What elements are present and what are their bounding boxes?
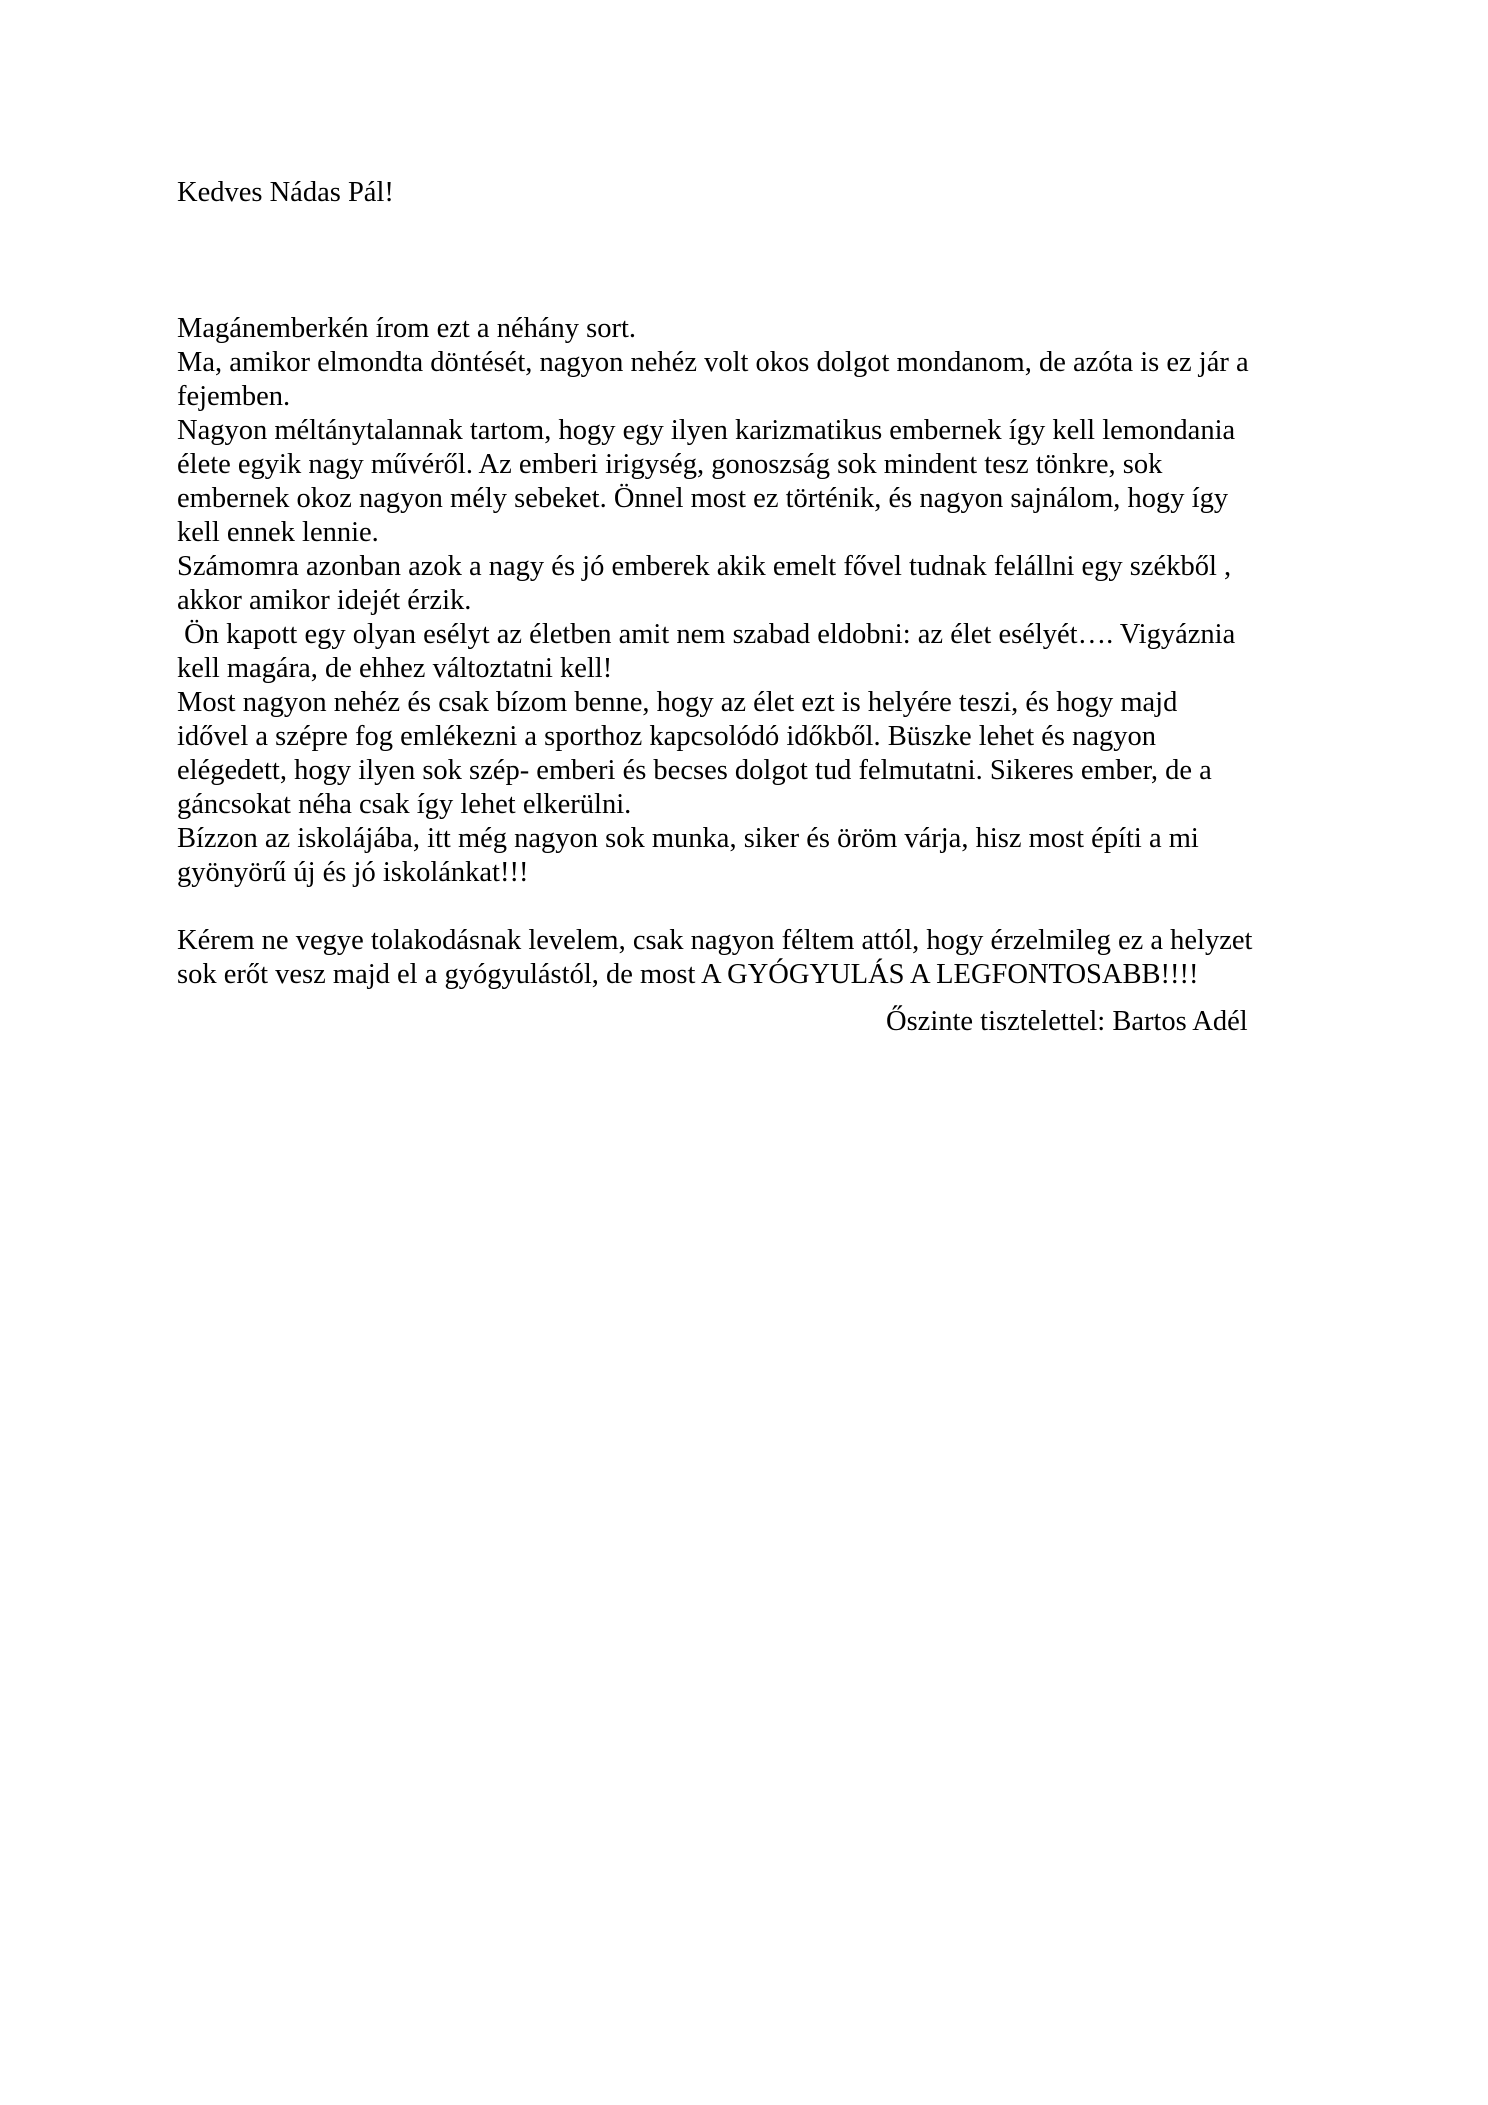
- letter-line: Nagyon méltánytalannak tartom, hogy egy ilyen karizmatikus embernek így kell lemondania: [177, 415, 1236, 446]
- letter-line: Kérem ne vegye tolakodásnak levelem, csak nagyon féltem attól, hogy érzelmileg ez a helyzet: [177, 925, 1253, 956]
- letter: [177, 176, 1347, 992]
- letter-signature: Őszinte tisztelettel: Bartos Adél: [886, 1006, 1248, 1037]
- letter-line: elégedett, hogy ilyen sok szép- emberi és becses dolgot tud felmutatni. Sikeres ember, de a: [177, 755, 1212, 786]
- paragraph-spacer: [177, 890, 1347, 924]
- letter-greeting: Kedves Nádas Pál!: [177, 177, 394, 208]
- letter-body: [177, 312, 1347, 992]
- letter-line: kell ennek lennie.: [177, 517, 379, 548]
- letter-line: kell magára, de ehhez változtatni kell!: [177, 653, 613, 684]
- letter-line: sok erőt vesz majd el a gyógyulástól, de most A GYÓGYULÁS A LEGFONTOSABB!!!!: [177, 959, 1199, 990]
- letter-line: Számomra azonban azok a nagy és jó emberek akik emelt fővel tudnak felállni egy székből ,: [177, 551, 1232, 582]
- letter-line: embernek okoz nagyon mély sebeket. Önnel most ez történik, és nagyon sajnálom, hogy így: [177, 483, 1229, 514]
- letter-line: gáncsokat néha csak így lehet elkerülni.: [177, 789, 632, 820]
- letter-line: fejemben.: [177, 381, 291, 412]
- letter-line: Most nagyon nehéz és csak bízom benne, hogy az élet ezt is helyére teszi, és hogy majd: [177, 687, 1178, 718]
- letter-line: Ma, amikor elmondta döntését, nagyon nehéz volt okos dolgot mondanom, de azóta is ez jár a: [177, 347, 1249, 378]
- letter-line: gyönyörű új és jó iskolánkat!!!: [177, 857, 529, 888]
- letter-line: idővel a szépre fog emlékezni a sporthoz kapcsolódó időkből. Büszke lehet és nagyon: [177, 721, 1157, 752]
- letter-line: akkor amikor idejét érzik.: [177, 585, 472, 616]
- letter-line: Ön kapott egy olyan esélyt az életben amit nem szabad eldobni: az élet esélyét…. Vigyáznia: [177, 619, 1236, 650]
- letter-line: Bízzon az iskolájába, itt még nagyon sok munka, siker és öröm várja, hisz most építi a mi: [177, 823, 1199, 854]
- letter-line: élete egyik nagy művéről. Az emberi irigység, gonoszság sok mindent tesz tönkre, sok: [177, 449, 1163, 480]
- letter-line: Magánemberkén írom ezt a néhány sort.: [177, 313, 636, 344]
